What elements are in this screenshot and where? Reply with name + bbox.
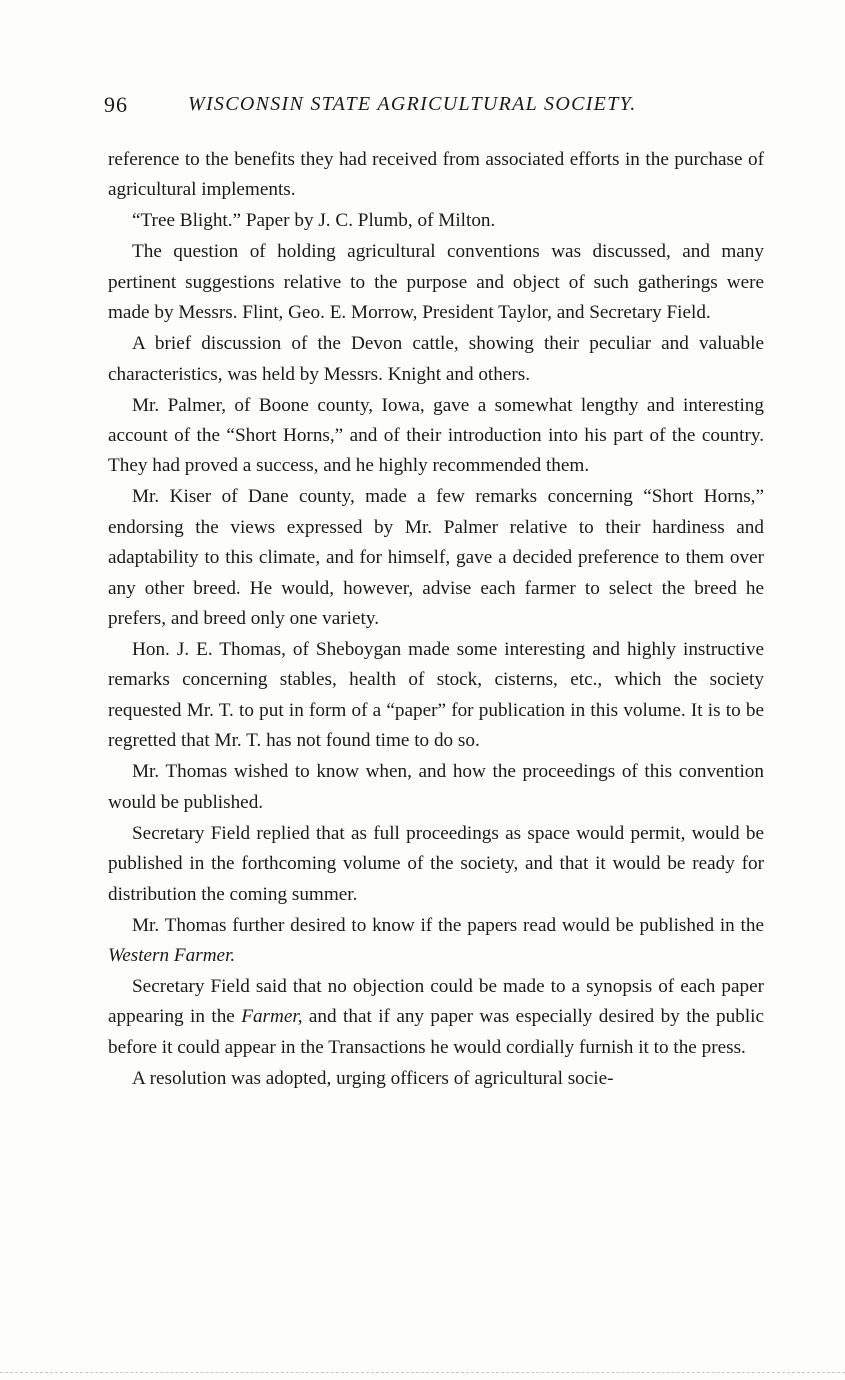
paragraph-9: Secretary Field replied that as full proceedings as space would permit, would be published in the forthcoming volume of the society, and that it would be ready for distribution the coming summer. <box>108 822 764 905</box>
page-header <box>104 92 764 126</box>
paragraph-10-text: Mr. Thomas further desired to know if the papers read would be published in the <box>132 914 764 936</box>
paragraph-5: Mr. Palmer, of Boone county, Iowa, gave a somewhat lengthy and interesting account of the “Short Horns,” and of their introduction into his part of the country. They had proved a success, and he highly recommended them. <box>108 394 764 477</box>
running-head: WISCONSIN STATE AGRICULTURAL SOCIETY. <box>188 93 637 115</box>
paragraph-10-italic: Western Farmer. <box>108 944 236 966</box>
body-text <box>108 145 764 1094</box>
paragraph-12: A resolution was adopted, urging officers of agricultural socie- <box>132 1067 614 1089</box>
paragraph-3: The question of holding agricultural conventions was discussed, and many pertinent suggestions relative to the purpose and object of such gatherings were made by Messrs. Flint, Geo. E. Morrow, President Taylor, and Secretary Field. <box>108 241 764 324</box>
paragraph-2: “Tree Blight.” Paper by J. C. Plumb, of Milton. <box>132 210 496 232</box>
page-number: 96 <box>104 92 128 117</box>
paragraph-4: A brief discussion of the Devon cattle, showing their peculiar and valuable characteristics, was held by Messrs. Knight and others. <box>108 333 764 385</box>
paragraph-8: Mr. Thomas wished to know when, and how the proceedings of this convention would be published. <box>108 761 764 813</box>
paragraph-6: Mr. Kiser of Dane county, made a few remarks concerning “Short Horns,” endorsing the views expressed by Mr. Palmer relative to their hardiness and adaptability to this climate, and for himself, gave a decided preference to them over any other breed. He would, however, advise each farmer to select the breed he prefers, and breed only one variety. <box>108 486 764 630</box>
page-bottom-edge <box>0 1372 845 1373</box>
paragraph-11-italic: Farmer, <box>241 1006 303 1028</box>
paragraph-10 <box>108 911 764 972</box>
paragraph-1: reference to the benefits they had received from associated efforts in the purchase of agricultural implements. <box>108 149 764 201</box>
paragraph-11-tail: and that if any paper was especially desired by the public before it could appear in the Transactions he would cordially furnish it to the press. <box>108 1006 764 1058</box>
paragraph-7: Hon. J. E. Thomas, of Sheboygan made some interesting and highly instructive remarks concerning stables, health of stock, cisterns, etc., which the society requested Mr. T. to put in form of a “paper” for publication in this volume. It is to be regretted that Mr. T. has not found time to do so. <box>108 639 764 752</box>
paragraph-11 <box>108 972 764 1063</box>
paragraph-11-text: Secretary Field said that no objection could be made to a synopsis of each paper appearing in the <box>108 975 764 1028</box>
